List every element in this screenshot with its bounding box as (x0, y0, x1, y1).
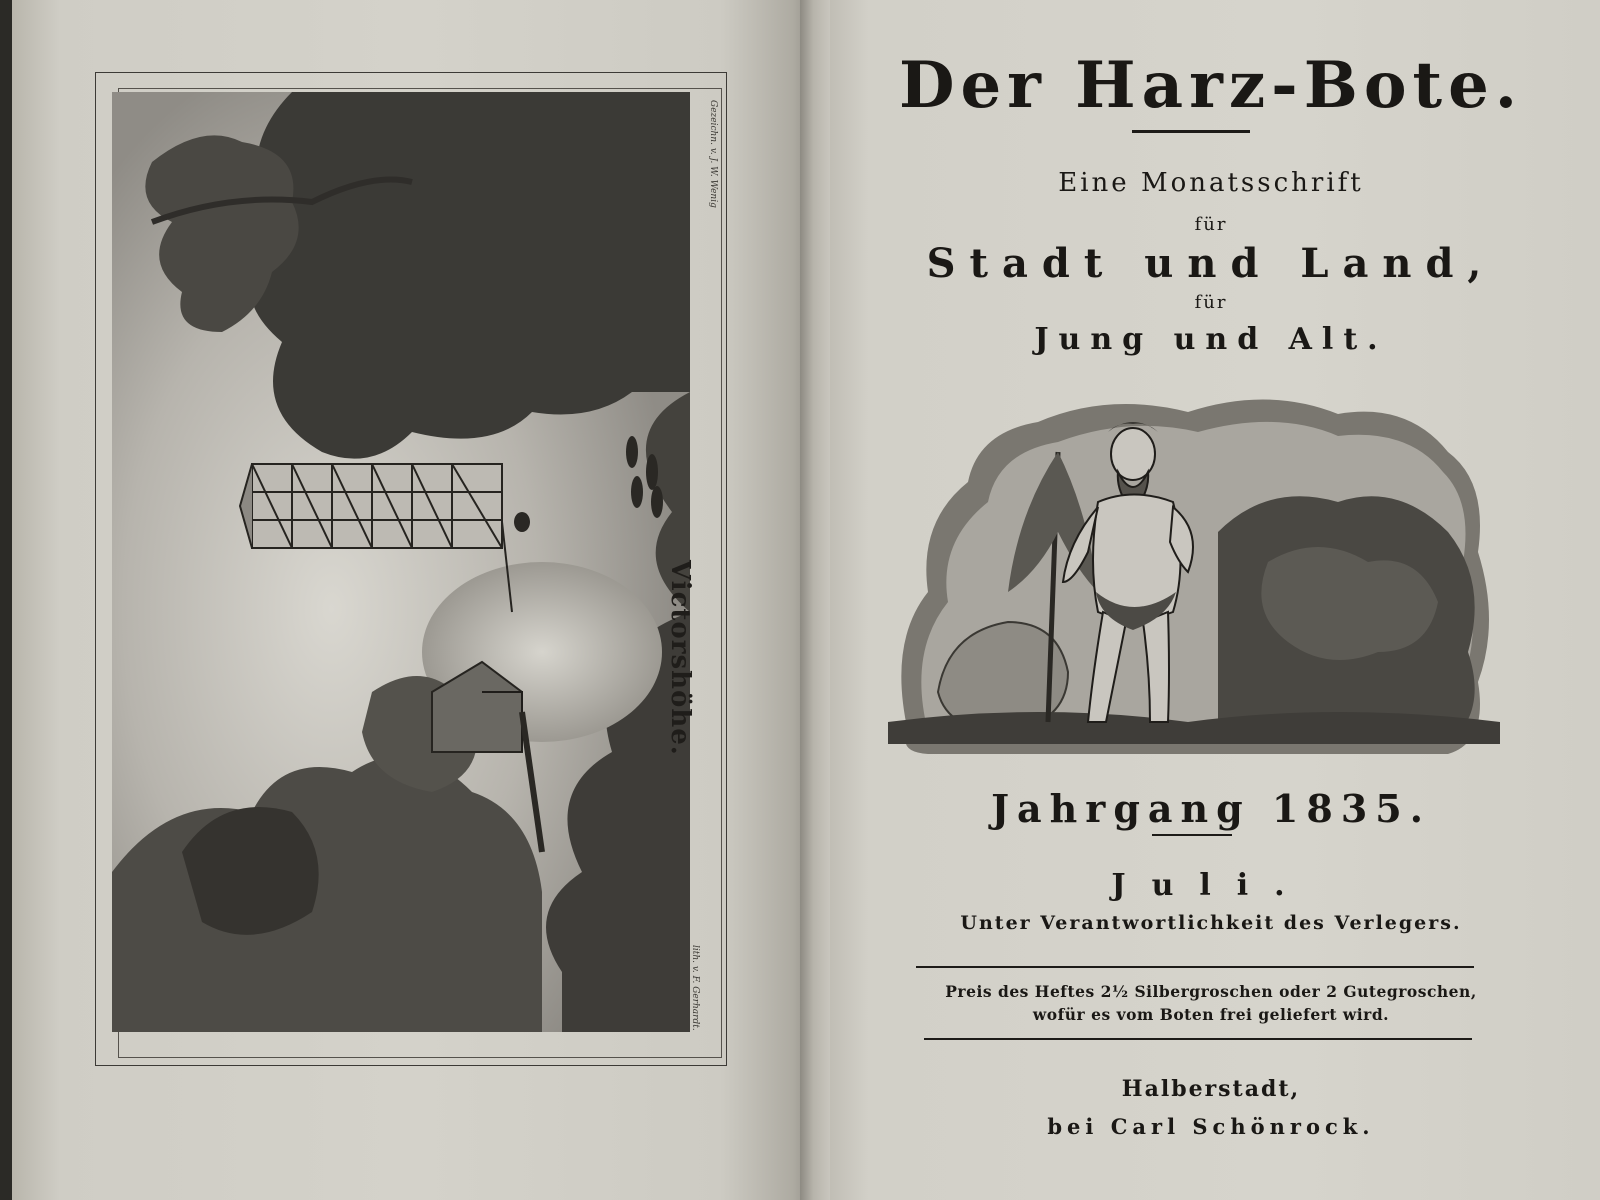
periodical-title: Der Harz-Bote. (898, 48, 1524, 123)
title-rule (1132, 130, 1250, 133)
responsibility-statement: Unter Verantwortlichkeit des Verlegers. (960, 912, 1462, 934)
subtitle: Eine Monatsschrift (1058, 168, 1364, 198)
price-rule-bottom (924, 1038, 1472, 1040)
volume-year: Jahrgang 1835. (991, 786, 1431, 831)
price-line-1: Preis des Heftes 2½ Silbergroschen oder 2 Gutegroschen, (945, 982, 1477, 1001)
publisher: bei Carl Schönrock. (1047, 1114, 1375, 1139)
plate-caption: Victorshöhe. (665, 560, 695, 756)
jung-und-alt: Jung und Alt. (1034, 322, 1388, 357)
year-rule (1152, 834, 1232, 836)
woodcut-wild-man-illustration (888, 392, 1500, 764)
engraver-credit-top: Gezeichn. v. J. W. Wenig (708, 100, 718, 208)
price-line-2: wofür es vom Boten frei geliefert wird. (1032, 1005, 1390, 1024)
lithograph-victorshoehe-illustration (112, 92, 690, 1032)
fuer-line-2: für (1194, 292, 1228, 313)
publication-place: Halberstadt, (1121, 1076, 1301, 1102)
stadt-und-land: Stadt und Land, (926, 240, 1496, 287)
issue-month: Juli. (1111, 868, 1311, 903)
fuer-line-1: für (1194, 214, 1228, 235)
price-rule-top (916, 966, 1474, 968)
lithographer-credit-bottom: lith. v. F. Gerhardt. (690, 945, 700, 1031)
